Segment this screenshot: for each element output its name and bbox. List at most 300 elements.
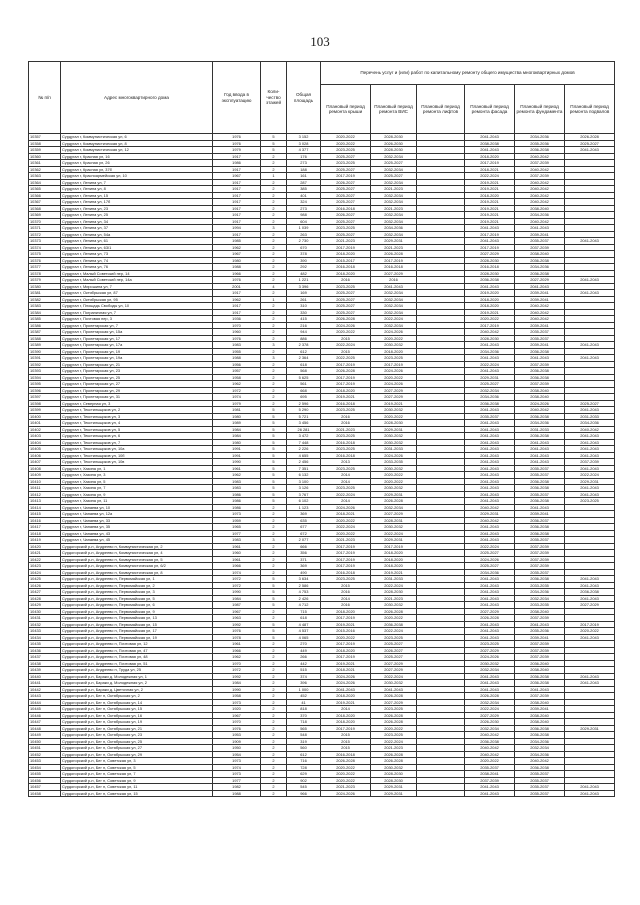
row-foundation-period: 2041-2043 (515, 283, 565, 290)
row-number: 10388 (29, 335, 61, 342)
row-number: 10427 (29, 589, 61, 596)
row-year: 1967 (213, 608, 261, 615)
row-area: 6 132 (287, 472, 321, 479)
row-floors: 2 (261, 764, 287, 771)
row-year: 1988 (213, 264, 261, 271)
row-year: 1965 (213, 524, 261, 531)
row-facade-period: 2038-2038 (465, 140, 515, 147)
row-address: Сурдугал г, Текстильщиков ул, 6 (61, 433, 213, 440)
row-year: 1992 (213, 621, 261, 628)
row-vis-period: 2032-2034 (371, 199, 417, 206)
row-year: 1920 (213, 706, 261, 713)
row-floors: 5 (261, 134, 287, 141)
row-foundation-period: 2036-2038 (515, 478, 565, 485)
row-vis-period: 2020-2022 (371, 335, 417, 342)
row-floors: 2 (261, 199, 287, 206)
row-area: 716 (287, 758, 321, 765)
row-number: 10421 (29, 550, 61, 557)
row-address: Сурдугал г, Хазина ул, 11 (61, 498, 213, 505)
row-foundation-period: 2036-2038 (515, 732, 565, 739)
row-facade-period: 2018-2020 (465, 192, 515, 199)
header-year: Год ввода в эксплуатацию (213, 62, 261, 134)
row-facade-period: 2032-2034 (465, 667, 515, 674)
row-foundation-period: 2038-2040 (515, 394, 565, 401)
row-facade-period: 2026-2030 (465, 719, 515, 726)
row-roof-period: 2025-2027 (321, 303, 371, 310)
row-number: 10414 (29, 504, 61, 511)
row-floors: 2 (261, 556, 287, 563)
row-number: 10374 (29, 244, 61, 251)
row-year: 1955 (213, 348, 261, 355)
row-foundation-period: 2035-2037 (515, 784, 565, 791)
row-number: 10443 (29, 693, 61, 700)
row-floors: 2 (261, 186, 287, 193)
header-no: № п/п (29, 62, 61, 134)
row-address: Сурдугал г, Чапаева ул, 10 (61, 504, 213, 511)
row-number: 10415 (29, 511, 61, 518)
row-floors: 1 (261, 173, 287, 180)
row-basement-period: 2041-2043 (565, 485, 615, 492)
row-basement-period: 2041-2043 (565, 355, 615, 362)
row-address: Сурдугал г, Чапаева ул, 12а (61, 511, 213, 518)
row-roof-period: 2020-2022 (321, 140, 371, 147)
row-floors: 1 (261, 296, 287, 303)
row-facade-period: 2041-2043 (465, 784, 515, 791)
row-address: Сурдогорский р-н, Андреево п, Первомайская ул, 17 (61, 628, 213, 635)
row-foundation-period: 2034-2036 (515, 751, 565, 758)
row-year: 2001 (213, 283, 261, 290)
row-number: 10423 (29, 563, 61, 570)
row-area: 273 (287, 160, 321, 167)
row-number: 10435 (29, 641, 61, 648)
row-roof-period: 2025-2027 (321, 290, 371, 297)
row-year: 1973 (213, 758, 261, 765)
row-number: 10382 (29, 296, 61, 303)
row-floors: 2 (261, 212, 287, 219)
row-vis-period: 2026-2028 (371, 712, 417, 719)
row-number: 10444 (29, 699, 61, 706)
row-area: 635 (287, 517, 321, 524)
row-year: 1983 (213, 485, 261, 492)
row-roof-period: 2024-2026 (321, 790, 371, 797)
row-basement-period: 2023-2025 (565, 498, 615, 505)
row-vis-period: 2030-2032 (371, 433, 417, 440)
row-address: Сурдогорский р-н, Бараки д, Цветочная ул, 2 (61, 686, 213, 693)
row-roof-period: 2014 (321, 498, 371, 505)
row-vis-period: 2021-2023 (371, 745, 417, 752)
row-facade-period: 2041-2043 (465, 368, 515, 375)
row-year: 1978 (213, 634, 261, 641)
row-number: 10379 (29, 277, 61, 284)
row-roof-period: 2020-2022 (321, 530, 371, 537)
row-area: 3 126 (287, 485, 321, 492)
row-vis-period: 2018-2020 (371, 348, 417, 355)
row-roof-period: 2024-2026 (321, 680, 371, 687)
row-foundation-period: 2041-2043 (515, 459, 565, 466)
row-facade-period: 2040-2042 (465, 517, 515, 524)
row-roof-period: 2013 (321, 459, 371, 466)
row-number: 10369 (29, 212, 61, 219)
row-vis-period: 2024-2026 (371, 368, 417, 375)
row-facade-period: 2041-2043 (465, 439, 515, 446)
row-roof-period: 2016 (321, 602, 371, 609)
row-roof-period: 2041-2043 (321, 686, 371, 693)
row-address: Сурдугал г, Пролетарская ул, 15а (61, 329, 213, 336)
row-vis-period: 2019-2021 (371, 569, 417, 576)
row-number: 10438 (29, 660, 61, 667)
row-basement-period: 2041-2043 (565, 290, 615, 297)
row-area: 670 (287, 244, 321, 251)
row-address: Сурдугал г, Пролетарская ул, 7 (61, 322, 213, 329)
row-vis-period: 2028-2030 (371, 589, 417, 596)
row-number: 10398 (29, 400, 61, 407)
row-facade-period: 2028-2030 (465, 335, 515, 342)
row-floors: 2 (261, 361, 287, 368)
row-number: 10357 (29, 134, 61, 141)
row-number: 10390 (29, 348, 61, 355)
row-year: 1989 (213, 420, 261, 427)
row-foundation-period: 2041-2043 (515, 225, 565, 232)
row-vis-period: 2023-2025 (371, 706, 417, 713)
row-roof-period: 2020-2022 (321, 329, 371, 336)
row-area: 3 634 (287, 576, 321, 583)
row-area: 568 (287, 368, 321, 375)
row-area: 718 (287, 719, 321, 726)
row-floors: 2 (261, 543, 287, 550)
row-vis-period: 2020-2022 (371, 615, 417, 622)
row-facade-period: 2041-2043 (465, 433, 515, 440)
row-foundation-period: 2032-2034 (515, 595, 565, 602)
row-facade-period: 2041-2043 (465, 686, 515, 693)
row-floors: 2 (261, 608, 287, 615)
row-roof-period: 2026-2028 (321, 758, 371, 765)
row-roof-period: 2018-2020 (321, 608, 371, 615)
row-year: 1983 (213, 537, 261, 544)
row-year: 1977 (213, 530, 261, 537)
row-foundation-period: 2036-2040 (515, 660, 565, 667)
row-roof-period: 2015 (321, 582, 371, 589)
row-foundation-period: 2037-2039 (515, 641, 565, 648)
row-floors: 2 (261, 264, 287, 271)
row-address: Сурдугал г, Ленина ул, 23 (61, 205, 213, 212)
row-foundation-period: 2041-2043 (515, 686, 565, 693)
row-area: 324 (287, 199, 321, 206)
row-facade-period: 2041-2043 (465, 355, 515, 362)
row-facade-period: 2030-2032 (465, 660, 515, 667)
row-foundation-period: 2034-2036 (515, 212, 565, 219)
row-floors: 2 (261, 673, 287, 680)
row-floors: 2 (261, 569, 287, 576)
row-number: 10426 (29, 582, 61, 589)
row-number: 10384 (29, 309, 61, 316)
row-address: Сурдугал г, Хазина ул, 3 (61, 472, 213, 479)
row-vis-period: 2027-2029 (371, 511, 417, 518)
row-floors: 2 (261, 153, 287, 160)
row-number: 10433 (29, 628, 61, 635)
row-area: 319 (287, 738, 321, 745)
row-area: 3 767 (287, 491, 321, 498)
header-floors: Коли-чество этажей (261, 62, 287, 134)
row-floors: 2 (261, 277, 287, 284)
row-area: 1 123 (287, 504, 321, 511)
row-foundation-period: 2039-2041 (515, 706, 565, 713)
row-number: 10449 (29, 732, 61, 739)
row-address: Сурдогорский р-н, Андреево п, Коммунистическая ул, 5 (61, 556, 213, 563)
row-roof-period: 2022-2024 (321, 491, 371, 498)
row-address: Сурдугал г, Хазина ул, 7 (61, 485, 213, 492)
row-year: 1917 (213, 179, 261, 186)
row-vis-period: 2022-2024 (371, 530, 417, 537)
row-year: 1991 (213, 452, 261, 459)
row-year: 1985 (213, 238, 261, 245)
row-address: Сурдогорский р-н, Андреево п, Первомайская ул, 2 (61, 582, 213, 589)
row-vis-period: 2032-2034 (371, 166, 417, 173)
row-area: 902 (287, 777, 321, 784)
row-foundation-period: 2036-2037 (515, 517, 565, 524)
row-address: Сурдугал г, Пролетарская ул, 21 (61, 361, 213, 368)
row-foundation-period: 2036-2038 (515, 530, 565, 537)
row-address: Сурдугал г, Пролетарская ул, 29 (61, 387, 213, 394)
row-address: Сурдогорский р-н, Бег п, Октябрьская ул, 15 (61, 706, 213, 713)
row-area: 4 753 (287, 589, 321, 596)
row-foundation-period: 2035-2037 (515, 569, 565, 576)
row-vis-period: 2020-2022 (371, 478, 417, 485)
row-basement-period: 2041-2043 (565, 439, 615, 446)
row-basement-period: 2041-2043 (565, 595, 615, 602)
row-vis-period: 2021-2023 (371, 205, 417, 212)
row-foundation-period: 2036-2038 (515, 680, 565, 687)
row-area: 672 (287, 530, 321, 537)
row-floors: 5 (261, 413, 287, 420)
row-area: 3 152 (287, 134, 321, 141)
row-basement-period: 2041-2043 (565, 680, 615, 687)
row-floors: 2 (261, 504, 287, 511)
row-roof-period: 2025-2027 (321, 153, 371, 160)
row-number: 10365 (29, 186, 61, 193)
row-number: 10450 (29, 738, 61, 745)
row-roof-period: 2016 (321, 589, 371, 596)
row-number: 10391 (29, 355, 61, 362)
row-facade-period: 2019-2021 (465, 186, 515, 193)
row-address: Сурдугал г, Малый Советский пер, 14а (61, 277, 213, 284)
row-year: 1988 (213, 790, 261, 797)
row-foundation-period: 2039-2041 (515, 342, 565, 349)
row-foundation-period: 2040-2042 (515, 166, 565, 173)
row-basement-period: 2041-2043 (565, 673, 615, 680)
row-facade-period: 2041-2043 (465, 452, 515, 459)
row-facade-period: 2035-2037 (465, 413, 515, 420)
row-vis-period: 2021-2023 (371, 595, 417, 602)
row-facade-period: 2017-2019 (465, 244, 515, 251)
row-area: 401 (287, 192, 321, 199)
row-address: Сурдугал г, Ленина ул, 37 (61, 225, 213, 232)
row-year: 1983 (213, 478, 261, 485)
row-vis-period: 2029-2031 (371, 784, 417, 791)
row-facade-period: 2017-2019 (465, 160, 515, 167)
row-roof-period: 2020-2022 (321, 771, 371, 778)
row-vis-period: 2031-2033 (371, 446, 417, 453)
row-area: 176 (287, 153, 321, 160)
row-number: 10371 (29, 225, 61, 232)
row-foundation-period: 2037-2039 (515, 550, 565, 557)
row-year: 1961 (213, 543, 261, 550)
row-facade-period: 2024-2026 (465, 654, 515, 661)
row-foundation-period: 2035-2037 (515, 465, 565, 472)
row-floors: 5 (261, 465, 287, 472)
row-floors: 5 (261, 433, 287, 440)
row-foundation-period: 2040-2042 (515, 153, 565, 160)
row-floors: 2 (261, 771, 287, 778)
row-foundation-period: 2034-2036 (515, 589, 565, 596)
row-year: 1980 (213, 413, 261, 420)
row-area: 310 (287, 303, 321, 310)
row-roof-period: 2017-2019 (321, 641, 371, 648)
row-year: 1984 (213, 680, 261, 687)
row-basement-period: 2025-2027 (565, 400, 615, 407)
row-year: 1970 (213, 719, 261, 726)
row-basement-period: 2041-2043 (565, 582, 615, 589)
row-area: 216 (287, 322, 321, 329)
row-address: Сурдугал г, Пролетарская ул, 19а (61, 355, 213, 362)
row-address: Сурдогорский р-н, Андреево п, Почтовая ул, 12 (61, 641, 213, 648)
row-number: 10395 (29, 381, 61, 388)
row-floors: 2 (261, 218, 287, 225)
row-vis-period: 2026-2027 (371, 647, 417, 654)
row-floors: 3 (261, 355, 287, 362)
row-facade-period: 2022-2024 (465, 361, 515, 368)
row-foundation-period: 2038-2040 (515, 205, 565, 212)
row-address: Сурдугал г, Октябрьская ул, 95 (61, 296, 213, 303)
row-address: Сурдогорский р-н, Андреево п, Первомайская ул, 5 (61, 595, 213, 602)
row-roof-period: 2015-2016 (321, 628, 371, 635)
header-basement-period: Плановый период ремонта подвалов (565, 85, 615, 134)
row-number: 10417 (29, 524, 61, 531)
row-foundation-period: 2037-2039 (515, 556, 565, 563)
row-year: 1961 (213, 556, 261, 563)
row-floors: 2 (261, 303, 287, 310)
row-basement-period: 2041-2043 (565, 634, 615, 641)
header-address: Адрес многоквартирного дома (61, 62, 213, 134)
row-address: Сурдугал г, Малый Советский пер, 14 (61, 270, 213, 277)
row-floors: 2 (261, 550, 287, 557)
row-address: Сурдугал г, Хазина ул, 1 (61, 465, 213, 472)
row-floors: 3 (261, 537, 287, 544)
row-basement-period: 2041-2043 (565, 790, 615, 797)
row-facade-period: 2041-2043 (465, 524, 515, 531)
row-roof-period: 2023-2025 (321, 433, 371, 440)
row-address: Сурдогорский р-н, Андреево п, Почтовая ул, 51 (61, 660, 213, 667)
row-roof-period: 2020-2022 (321, 517, 371, 524)
row-foundation-period: 2036-2038 (515, 576, 565, 583)
row-number: 10378 (29, 270, 61, 277)
row-number: 10447 (29, 719, 61, 726)
row-roof-period: 2026-2028 (321, 368, 371, 375)
row-lift-period (417, 790, 465, 797)
row-roof-period: 2022-2025 (321, 355, 371, 362)
row-year: 1966 (213, 270, 261, 277)
row-number: 10425 (29, 576, 61, 583)
row-facade-period: 2019-2021 (465, 205, 515, 212)
row-vis-period: 2030-2032 (371, 485, 417, 492)
row-vis-period: 2032-2034 (371, 192, 417, 199)
row-roof-period: 2014 (321, 706, 371, 713)
row-foundation-period: 2035-2037 (515, 771, 565, 778)
row-facade-period: 2038-2041 (465, 771, 515, 778)
row-year: 1958 (213, 693, 261, 700)
row-basement-period: 2027-2029 (565, 602, 615, 609)
row-roof-period: 2023-2025 (321, 576, 371, 583)
row-basement-period: 2041-2043 (565, 491, 615, 498)
row-address: Сурдугал г, Текстильщиков ул, 3 (61, 413, 213, 420)
row-facade-period: 2022-2024 (465, 543, 515, 550)
row-address: Сурдогорский р-н, Бег п, Советская ул, 5 (61, 764, 213, 771)
row-floors: 2 (261, 647, 287, 654)
row-year: 1982 (213, 784, 261, 791)
row-area: 3 456 (287, 420, 321, 427)
row-roof-period: 2018-2020 (321, 270, 371, 277)
row-roof-period: 2025-2027 (321, 231, 371, 238)
row-vis-period: 2026-2028 (371, 251, 417, 258)
row-facade-period: 2036-2038 (465, 738, 515, 745)
row-roof-period: 2020-2022 (321, 634, 371, 641)
row-facade-period: 2016-2018 (465, 264, 515, 271)
row-roof-period: 2018-2020 (321, 712, 371, 719)
row-area: 3 396 (287, 283, 321, 290)
row-roof-period: 2017-2019 (321, 381, 371, 388)
row-foundation-period: 2032-2034 (515, 745, 565, 752)
row-roof-period: 2016 (321, 277, 371, 284)
row-address: Сурдогорский р-н, Андреево п, Коммунистическая ул, 8 (61, 569, 213, 576)
row-vis-period: 2030-2032 (371, 342, 417, 349)
row-number: 10397 (29, 394, 61, 401)
row-floors: 2 (261, 251, 287, 258)
row-facade-period: 2041-2043 (465, 491, 515, 498)
row-number: 10412 (29, 491, 61, 498)
row-area: 370 (287, 712, 321, 719)
row-floors: 5 (261, 472, 287, 479)
row-facade-period: 2041-2043 (465, 673, 515, 680)
row-area: 2 586 (287, 582, 321, 589)
row-foundation-period: 2036-2038 (515, 413, 565, 420)
row-facade-period: 2041-2043 (465, 342, 515, 349)
row-foundation-period: 2036-2038 (515, 257, 565, 264)
row-roof-period: 2019-2021 (321, 621, 371, 628)
row-facade-period: 2018-2020 (465, 153, 515, 160)
row-facade-period: 2035-2037 (465, 764, 515, 771)
row-area: 988 (287, 212, 321, 219)
row-roof-period: 2018-2021 (321, 667, 371, 674)
row-facade-period: 2029-2031 (465, 374, 515, 381)
row-facade-period: 2040-2042 (465, 732, 515, 739)
row-address: Сурдугал г, Чапаева ул, 43 (61, 530, 213, 537)
row-basement-period: 2022-2024 (565, 472, 615, 479)
row-foundation-period: 2036-2038 (515, 498, 565, 505)
row-floors: 2 (261, 719, 287, 726)
row-year: 1953 (213, 732, 261, 739)
row-roof-period: 2016-2018 (321, 452, 371, 459)
row-facade-period: 2027-2029 (465, 712, 515, 719)
row-foundation-period: 2036-2038 (515, 374, 565, 381)
row-floors: 3 (261, 342, 287, 349)
row-floors: 5 (261, 498, 287, 505)
row-vis-period: 2019-2021 (371, 400, 417, 407)
row-facade-period: 2036-2038 (465, 400, 515, 407)
row-address: Сурдугал г, Текстильщиков ул, 10б (61, 452, 213, 459)
row-foundation-period: 2036-2038 (515, 485, 565, 492)
row-vis-period: 2029-2031 (371, 491, 417, 498)
row-number: 10373 (29, 238, 61, 245)
row-foundation-period: 2035-2037 (515, 537, 565, 544)
